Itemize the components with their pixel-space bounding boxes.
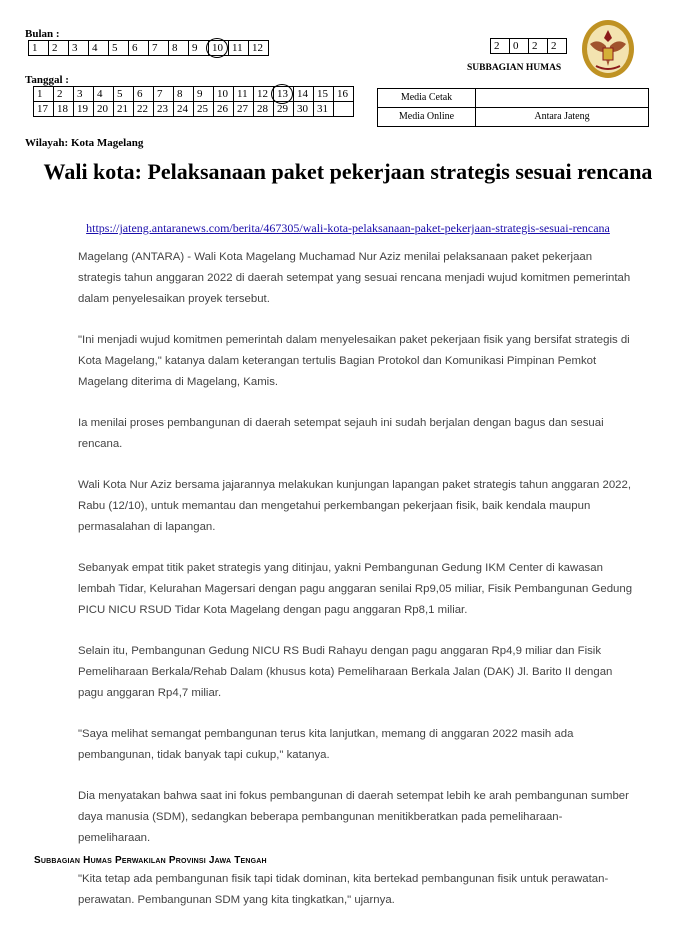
grid-cell: 21 — [114, 102, 134, 117]
grid-cell: 30 — [294, 102, 314, 117]
grid-cell: 16 — [334, 87, 354, 102]
grid-cell: 2 — [49, 41, 69, 56]
media-online-label: Media Online — [378, 108, 476, 127]
grid-cell: 27 — [234, 102, 254, 117]
media-table — [377, 88, 649, 127]
article-paragraph: Selain itu, Pembangunan Gedung NICU RS Budi Rahayu dengan pagu anggaran Rp4,9 miliar dan Fisik Pemeliharaan Berkala/Rehab Dalam (khusus kota) Pemeliharaan Berkala Jalan (DAK) Jl. Barito II dengan pagu anggaran Rp4,7 miliar. — [78, 645, 613, 699]
grid-cell: 23 — [154, 102, 174, 117]
grid-cell: 3 — [69, 41, 89, 56]
grid-cell: 31 — [314, 102, 334, 117]
grid-cell: 2 — [548, 39, 567, 54]
grid-cell: 29 — [274, 102, 294, 117]
grid-cell: 1 — [34, 87, 54, 102]
grid-cell: 8 — [174, 87, 194, 102]
article-paragraph: "Kita tetap ada pembangunan fisik tapi tidak dominan, kita bertekad pembangunan fisik untuk perawatan-perawatan. Pembangunan SDM yang kita tingkatkan," ujarnya. — [78, 873, 609, 906]
grid-cell: 22 — [134, 102, 154, 117]
article-paragraph: Magelang (ANTARA) - Wali Kota Magelang Muchamad Nur Aziz menilai pelaksanaan paket pekerjaan strategis tahun anggaran 2022 di daerah setempat yang sesuai rencana menjadi wujud komitmen pemerintah dalam penyelesaikan proyek tersebut. — [78, 251, 631, 305]
grid-cell: 19 — [74, 102, 94, 117]
grid-cell: 28 — [254, 102, 274, 117]
grid-cell: 9 — [194, 87, 214, 102]
grid-cell: 20 — [94, 102, 114, 117]
grid-cell: 26 — [214, 102, 234, 117]
grid-cell: 18 — [54, 102, 74, 117]
article-title: Wali kota: Pelaksanaan paket pekerjaan strategis sesuai rencana — [43, 159, 653, 184]
article-paragraph: "Saya melihat semangat pembangunan terus kita lanjutkan, memang di anggaran 2022 masih ada pembangunan, tidak banyak tapi cukup," katanya. — [78, 728, 574, 761]
grid-cell: 7 — [149, 41, 169, 56]
grid-cell: 5 — [109, 41, 129, 56]
month-grid — [28, 40, 269, 56]
grid-cell: 10 — [209, 41, 229, 56]
grid-cell: 25 — [194, 102, 214, 117]
grid-cell: 0 — [510, 39, 529, 54]
grid-cell: 12 — [249, 41, 269, 56]
grid-cell: 17 — [34, 102, 54, 117]
article-body — [78, 247, 634, 931]
media-cetak-label: Media Cetak — [378, 89, 476, 108]
grid-cell: 15 — [314, 87, 334, 102]
grid-cell: 4 — [94, 87, 114, 102]
grid-cell: 4 — [89, 41, 109, 56]
media-cetak-value — [476, 89, 649, 108]
footer-text: Subbagian Humas Perwakilan Provinsi Jawa Tengah — [34, 855, 267, 866]
grid-cell: 3 — [74, 87, 94, 102]
grid-cell: 11 — [229, 41, 249, 56]
garuda-emblem-icon — [578, 18, 638, 80]
grid-cell: 5 — [114, 87, 134, 102]
grid-cell — [334, 102, 354, 117]
grid-cell: 11 — [234, 87, 254, 102]
grid-cell: 14 — [294, 87, 314, 102]
grid-cell: 2 — [54, 87, 74, 102]
grid-cell: 13 — [274, 87, 294, 102]
day-grid — [33, 86, 354, 117]
grid-cell: 24 — [174, 102, 194, 117]
grid-cell: 9 — [189, 41, 209, 56]
media-online-value: Antara Jateng — [476, 108, 649, 127]
grid-cell: 2 — [491, 39, 510, 54]
bulan-label: Bulan : — [25, 28, 60, 40]
tanggal-label: Tanggal : — [25, 74, 69, 86]
grid-cell: 12 — [254, 87, 274, 102]
article-paragraph: Wali Kota Nur Aziz bersama jajarannya melakukan kunjungan lapangan paket strategis tahun anggaran 2022, Rabu (12/10), untuk memantau dan mengetahui perkembangan pekerjaan fisik, baik kendala maupun permasalahan di lapangan. — [78, 479, 632, 533]
article-paragraph: Dia menyatakan bahwa saat ini fokus pembangunan di daerah setempat lebih ke arah pembangunan sumber daya manusia (SDM), sedangkan beberapa pembangunan menitikberatkan pada pemeliharaan-pemeliharaan. — [78, 790, 629, 844]
org-name: SUBBAGIAN HUMAS — [467, 63, 562, 73]
grid-cell: 6 — [134, 87, 154, 102]
grid-cell: 2 — [529, 39, 548, 54]
grid-cell: 7 — [154, 87, 174, 102]
year-box — [490, 38, 567, 54]
article-paragraph: Ia menilai proses pembangunan di daerah setempat sejauh ini sudah berjalan dengan bagus dan sesuai rencana. — [78, 417, 604, 450]
grid-cell: 1 — [29, 41, 49, 56]
grid-cell: 6 — [129, 41, 149, 56]
article-paragraph: "Ini menjadi wujud komitmen pemerintah dalam menyelesaikan paket pekerjaan fisik yang bersifat strategis di Kota Magelang," katanya dalam keterangan tertulis Bagian Protokol dan Komunikasi Pimpinan Pemkot Magelang diterima di Magelang, Kamis. — [78, 334, 630, 388]
grid-cell: 8 — [169, 41, 189, 56]
grid-cell: 10 — [214, 87, 234, 102]
article-url[interactable]: https://jateng.antaranews.com/berita/467305/wali-kota-pelaksanaan-paket-pekerjaan-strategis-sesuai-rencana — [86, 221, 610, 235]
wilayah-label: Wilayah: Kota Magelang — [25, 137, 144, 149]
article-paragraph: Sebanyak empat titik paket strategis yang ditinjau, yakni Pembangunan Gedung IKM Center di kawasan lembah Tidar, Kelurahan Magersari dengan pagu anggaran senilai Rp9,05 miliar, Fisik Pembangunan Gedung PICU NICU RSUD Tidar Kota Magelang dengan pagu anggaran Rp8,1 miliar. — [78, 562, 633, 616]
